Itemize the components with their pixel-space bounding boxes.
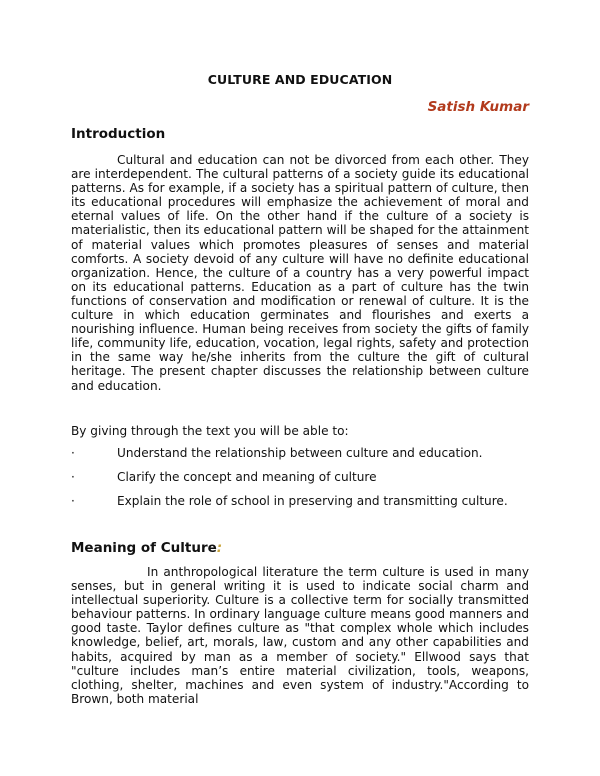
objective-text: Understand the relationship between culture and education. <box>117 446 483 460</box>
objective-item <box>71 494 531 508</box>
bullet-dot: · <box>71 446 75 460</box>
bullet-dot: · <box>71 470 75 484</box>
objective-item <box>71 446 531 460</box>
objective-text: Explain the role of school in preserving and transmitting culture. <box>117 494 508 508</box>
introduction-paragraph <box>71 153 529 393</box>
section-heading-meaning-of-culture <box>71 540 222 556</box>
objective-item <box>71 470 531 484</box>
bullet-dot: · <box>71 494 75 508</box>
heading-colon: : <box>216 540 223 556</box>
section-heading-introduction: Introduction <box>71 126 166 142</box>
section-heading-text: Meaning of Culture <box>71 540 217 556</box>
objective-text: Clarify the concept and meaning of culture <box>117 470 377 484</box>
document-title: CULTURE AND EDUCATION <box>207 72 393 87</box>
author-name: Satish Kumar <box>427 99 529 115</box>
meaning-of-culture-paragraph-text: In anthropological literature the term culture is used in many senses, but in general writing it is used to indicate social charm and intellectual superiority. Culture is a collective term for socially transmitted behaviour patterns. In ordinary language culture means good manners and good taste. Taylor defines culture as "that complex whole which includes knowledge, belief, art, morals, law, custom and any other capabilities and habits, acquired by man as a member of society." Ellwood says that "culture includes man’s entire material civilization, tools, weapons, clothing, shelter, machines and even system of industry."According to Brown, both material <box>71 565 529 706</box>
objectives-lead-in: By giving through the text you will be able to: <box>71 424 349 438</box>
meaning-of-culture-paragraph <box>71 565 529 706</box>
introduction-paragraph-text: Cultural and education can not be divorced from each other. They are interdependent. The cultural patterns of a society guide its educational patterns. As for example, if a society has a spiritual pattern of culture, then its educational procedures will emphasize the achievement of moral and eternal values of life. On the other hand if the culture of a society is materialistic, then its educational pattern will be shaped for the attainment of material values which promotes pleasures of senses and material comforts. A society devoid of any culture will have no definite educational organization. Hence, the culture of a country has a very powerful impact on its educational patterns. Education as a part of culture has the twin functions of conservation and modification or renewal of culture. It is the culture in which education germinates and flourishes and exerts a nourishing influence. Human being receives from society the gifts of family life, community life, education, vocation, legal rights, safety and protection in the same way he/she inherits from the culture the gift of cultural heritage. The present chapter discusses the relationship between culture and education. <box>71 153 529 393</box>
